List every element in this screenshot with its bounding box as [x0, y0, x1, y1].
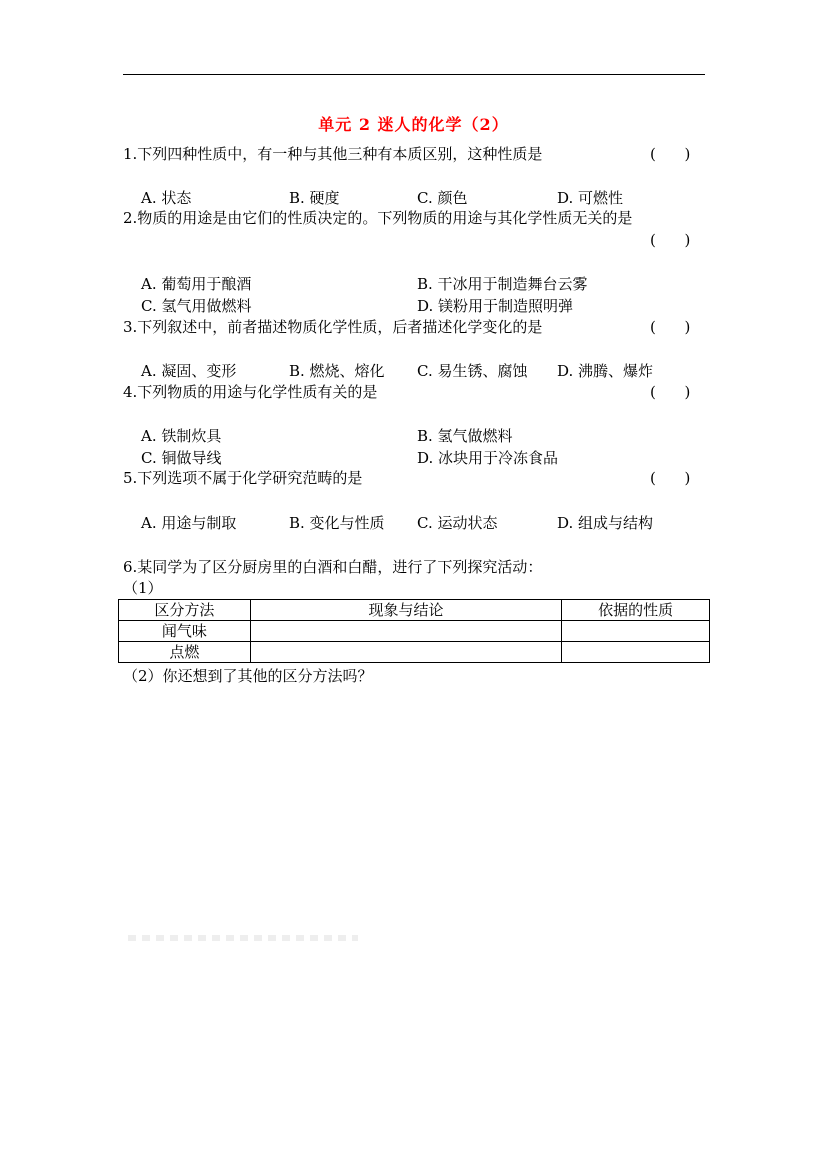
question-2-text: 2.物质的用途是由它们的性质决定的。下列物质的用途与其化学性质无关的是 — [123, 209, 633, 227]
question-1-option-a: A. 状态 — [141, 189, 192, 207]
question-4-option-b: B. 氢气做燃料 — [417, 427, 513, 445]
question-3-option-a: A. 凝固、变形 — [141, 362, 237, 380]
header-rule — [123, 74, 705, 75]
question-6-table — [118, 599, 710, 663]
table-header-cell: 区分方法 — [119, 600, 251, 621]
table-header-cell: 依据的性质 — [562, 600, 710, 621]
question-3-text: 3.下列叙述中，前者描述物质化学性质，后者描述化学变化的是 — [123, 318, 543, 336]
table-cell-method: 闻气味 — [119, 621, 251, 642]
table-row — [119, 642, 710, 663]
question-2-option-a: A. 葡萄用于酿酒 — [141, 275, 252, 293]
table-cell-property[interactable] — [562, 621, 710, 642]
question-1-text: 1.下列四种性质中，有一种与其他三种有本质区别，这种性质是 — [123, 145, 543, 163]
table-cell-observation[interactable] — [250, 621, 561, 642]
question-4-answer-blank: ( ) — [650, 383, 691, 401]
question-3-answer-blank: ( ) — [650, 318, 691, 336]
table-header-cell: 现象与结论 — [250, 600, 561, 621]
question-4-option-a: A. 铁制炊具 — [141, 427, 222, 445]
question-6-part-2-text: （2）你还想到了其他的区分方法吗？ — [123, 667, 373, 685]
question-3-option-d: D. 沸腾、爆炸 — [557, 362, 654, 380]
question-6-text: 6.某同学为了区分厨房里的白酒和白醋，进行了下列探究活动： — [123, 558, 543, 576]
question-2-answer-blank: ( ) — [650, 231, 691, 249]
question-4-option-c: C. 铜做导线 — [141, 449, 222, 467]
question-5-text: 5.下列选项不属于化学研究范畴的是 — [123, 469, 363, 487]
question-3-option-c: C. 易生锈、腐蚀 — [417, 362, 528, 380]
page-title: 单元 2 迷人的化学（2） — [318, 115, 509, 134]
table-row — [119, 621, 710, 642]
question-4-text: 4.下列物质的用途与化学性质有关的是 — [123, 383, 378, 401]
question-2-option-c: C. 氢气用做燃料 — [141, 297, 252, 315]
question-5-option-d: D. 组成与结构 — [557, 514, 654, 532]
faint-scan-artifact — [128, 935, 358, 941]
question-2-option-b: B. 干冰用于制造舞台云雾 — [417, 275, 588, 293]
question-3-option-b: B. 燃烧、熔化 — [289, 362, 385, 380]
question-5-answer-blank: ( ) — [650, 469, 691, 487]
question-6-part-1-label: （1） — [123, 579, 163, 597]
question-1-answer-blank: ( ) — [650, 145, 691, 163]
question-2-option-d: D. 镁粉用于制造照明弹 — [417, 297, 574, 315]
question-1-option-d: D. 可燃性 — [557, 189, 624, 207]
question-5-option-b: B. 变化与性质 — [289, 514, 385, 532]
table-cell-method: 点燃 — [119, 642, 251, 663]
question-4-option-d: D. 冰块用于冷冻食品 — [417, 449, 559, 467]
question-1-option-b: B. 硬度 — [289, 189, 340, 207]
question-1-option-c: C. 颜色 — [417, 189, 468, 207]
table-cell-property[interactable] — [562, 642, 710, 663]
table-header-row — [119, 600, 710, 621]
table-cell-observation[interactable] — [250, 642, 561, 663]
question-5-option-a: A. 用途与制取 — [141, 514, 237, 532]
question-5-option-c: C. 运动状态 — [417, 514, 498, 532]
